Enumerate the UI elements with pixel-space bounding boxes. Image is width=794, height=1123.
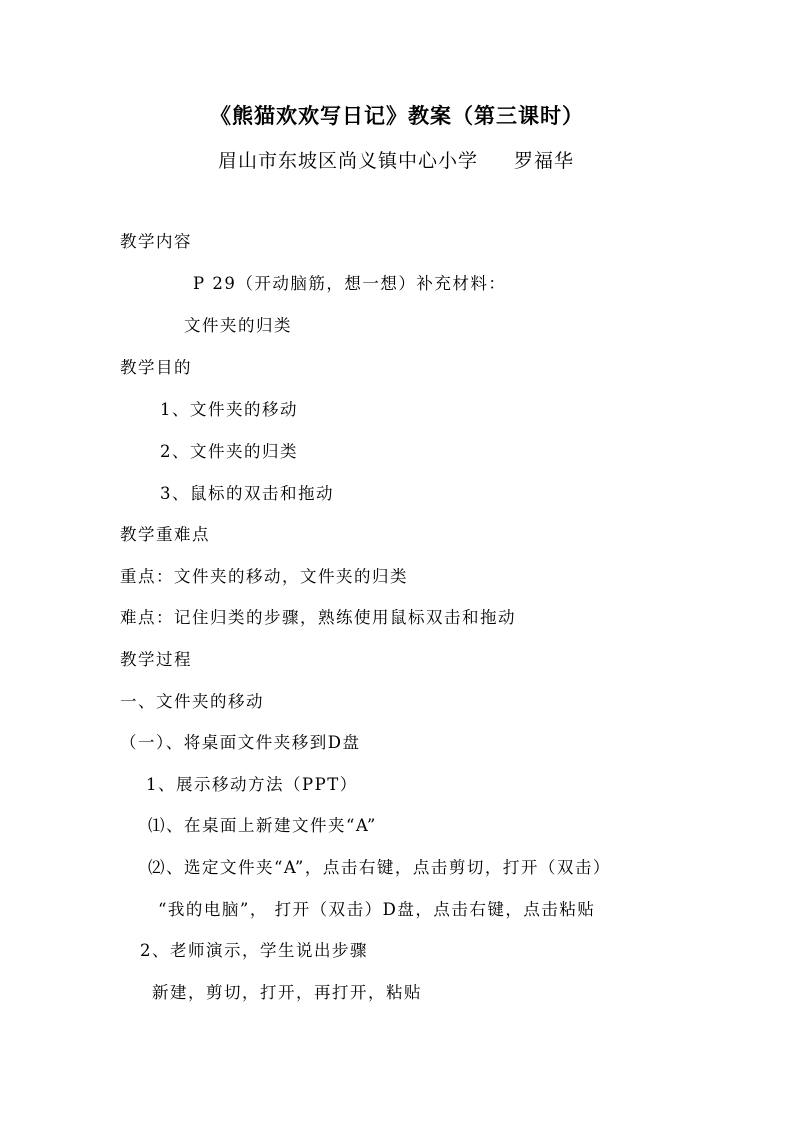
section-heading-content: 教学内容 [120, 232, 192, 251]
process-step: “我的电脑”， 打开（双击）D盘，点击右键，点击粘贴 [158, 900, 596, 919]
process-step: 1、展示移动方法（PPT） [146, 775, 358, 794]
school-name: 眉山市东坡区尚义镇中心小学 [218, 150, 479, 172]
key-point-item: 重点：文件夹的移动，文件夹的归类 [120, 567, 408, 586]
objective-item: 1、文件夹的移动 [160, 400, 298, 419]
document-subtitle [218, 146, 574, 173]
process-step: ⑵、选定文件夹“A”，点击右键，点击剪切，打开（双击） [148, 858, 611, 877]
objective-item: 3、鼠标的双击和拖动 [160, 484, 334, 503]
process-step: 新建，剪切，打开，再打开，粘贴 [152, 983, 422, 1002]
content-item: P 29（开动脑筋，想一想）补充材料： [193, 274, 507, 293]
process-step: （一）、将桌面文件夹移到D盘 [120, 733, 361, 752]
author-name: 罗福华 [514, 150, 575, 172]
content-item: 文件夹的归类 [184, 316, 292, 335]
section-heading-key-points: 教学重难点 [120, 525, 210, 544]
process-step: 2、老师演示，学生说出步骤 [140, 941, 368, 960]
difficulty-item: 难点：记住归类的步骤，熟练使用鼠标双击和拖动 [120, 608, 516, 627]
section-heading-objectives: 教学目的 [120, 358, 192, 377]
process-step: ⑴、在桌面上新建文件夹“A” [148, 816, 377, 835]
process-step: 一、文件夹的移动 [120, 692, 264, 711]
document-title: 《熊猫欢欢写日记》教案（第三课时） [210, 103, 584, 128]
section-heading-process: 教学过程 [120, 650, 192, 669]
objective-item: 2、文件夹的归类 [160, 442, 298, 461]
